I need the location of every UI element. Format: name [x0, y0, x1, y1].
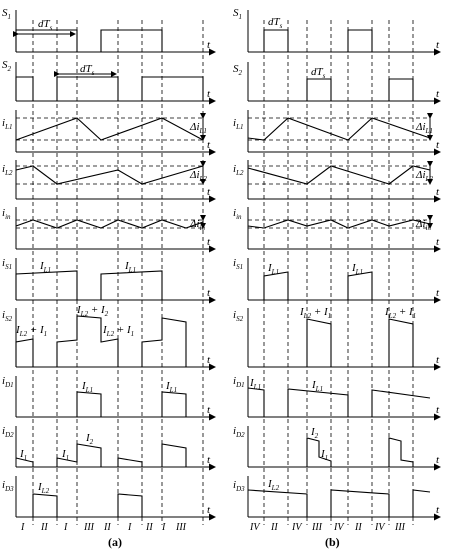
panel-b-mode-2: IV: [292, 522, 302, 533]
panel-b-label-id3: $i_{D3}$: [233, 479, 245, 493]
panel-a-delta-il1: $\Delta i_{L1}$: [190, 121, 207, 135]
svg-text:t: t: [436, 236, 440, 248]
svg-text:t: t: [436, 88, 440, 100]
panel-b-label-il1: $i_{L1}$: [233, 117, 244, 131]
panel-b-id2-label-a: $I_2$: [311, 426, 319, 440]
panel-a-label-id2: $i_{D2}$: [2, 425, 14, 439]
panel-a-label-s1: $S_1$: [2, 7, 11, 21]
svg-text:t: t: [207, 236, 211, 248]
panel-a-mode-labels: [20, 522, 187, 533]
panel-a-il2-wave: [16, 166, 203, 184]
panel-b-is2-label-b: $I_{L2} + I_1$: [385, 306, 417, 320]
panel-a-s1-wave: [16, 30, 162, 52]
panel-b-is1-wave: [248, 272, 372, 300]
panel-b-id2-wave: [248, 438, 413, 467]
svg-text:t: t: [207, 186, 211, 198]
panel-a-row-labels: [2, 7, 14, 493]
svg-text:t: t: [436, 504, 440, 516]
svg-text:t: t: [436, 404, 440, 416]
panel-a-label-il1: $i_{L1}$: [2, 117, 13, 131]
panel-a-is2-label-b: $I_{L2} + I_2$: [77, 304, 109, 318]
panel-b-mode-labels: [249, 522, 406, 533]
panel-a-iin-wave: [16, 220, 203, 228]
svg-text:t: t: [207, 354, 211, 366]
svg-text:t: t: [207, 287, 211, 299]
panel-a-id2-label-b: $I_1$: [20, 448, 28, 462]
panel-b-id1-label-a: $I_{L1}$: [250, 377, 262, 391]
panel-b-delta-il1: $\Delta i_{L1}$: [416, 121, 433, 135]
panel-a-label-id3: $i_{D3}$: [2, 479, 14, 493]
panel-a-mode-3: III: [84, 522, 94, 533]
panel-a-id2-label-c: $I_1$: [62, 448, 70, 462]
panel-a-id1-label-a: $I_{L1}$: [82, 380, 94, 394]
panel-a-mode-8: III: [176, 522, 186, 533]
svg-text:t: t: [436, 454, 440, 466]
panel-a-is1-label-b: $I_{L1}$: [125, 260, 137, 274]
panel-b-mode-4: IV: [334, 522, 344, 533]
svg-text:t: t: [207, 404, 211, 416]
panel-b-mode-6: IV: [375, 522, 385, 533]
panel-b-row-labels: [233, 7, 245, 493]
panel-a-mode-4: II: [104, 522, 111, 533]
panel-a-caption: (a): [108, 535, 122, 549]
panel-a-mode-5: I: [128, 522, 132, 533]
panel-b-id1-wave: [248, 388, 430, 417]
panel-b-t-labels: [436, 39, 440, 516]
panel-a-mode-0: I: [21, 522, 25, 533]
panel-b-is2-label-a: $I_{L2} + I_1$: [300, 306, 332, 320]
panel-b-label-s1: $S_1$: [233, 7, 242, 21]
svg-text:t: t: [207, 39, 211, 51]
panel-b-delta-iin: $\Delta i_{in}$: [416, 218, 431, 232]
panel-a: [2, 7, 215, 549]
panel-a-id2-wave: [16, 444, 186, 467]
panel-b-label-is2: $i_{S2}$: [233, 309, 244, 323]
panel-a-il1-wave: [16, 118, 203, 140]
panel-a-mode-6: II: [146, 522, 153, 533]
svg-text:t: t: [207, 139, 211, 151]
svg-text:t: t: [436, 186, 440, 198]
panel-a-label-s2: $S_2$: [2, 59, 11, 73]
panel-b-id1-label-b: $I_{L1}$: [312, 379, 324, 393]
panel-a-annotations: [15, 18, 207, 495]
panel-b-label-iin: $i_{in}$: [233, 207, 242, 221]
svg-text:t: t: [436, 287, 440, 299]
panel-b-delta-il2: $\Delta i_{L2}$: [416, 169, 433, 183]
panel-a-label-id1: $i_{D1}$: [2, 375, 14, 389]
panel-b-axes: [248, 10, 440, 517]
panel-a-is1-label-a: $I_{L1}$: [40, 260, 52, 274]
panel-b-mode-1: II: [271, 522, 278, 533]
svg-text:t: t: [436, 39, 440, 51]
panel-a-label-is2: $i_{S2}$: [2, 309, 13, 323]
panel-a-t-labels: [207, 39, 211, 516]
panel-b-mode-5: II: [355, 522, 362, 533]
panel-b-label-is1: $i_{S1}$: [233, 257, 244, 271]
panel-a-label-il2: $i_{L2}$: [2, 163, 13, 177]
panel-b: [233, 7, 440, 549]
panel-b-mode-3: III: [312, 522, 322, 533]
panel-b-mode-7: III: [395, 522, 405, 533]
panel-b-is1-label-a: $I_{L1}$: [268, 262, 280, 276]
panel-b-is1-label-b: $I_{L1}$: [352, 262, 364, 276]
panel-b-s1-wave: [248, 30, 413, 52]
panel-a-mode-2: I: [64, 522, 68, 533]
panel-a-id1-wave: [16, 392, 203, 417]
panel-a-id3-label-a: $I_{L2}$: [38, 481, 50, 495]
panel-b-annotations: [249, 16, 433, 492]
panel-a-delta-iin: $\Delta i_{in}$: [190, 218, 205, 232]
panel-b-is2-wave: [248, 319, 413, 367]
svg-text:t: t: [207, 504, 211, 516]
panel-b-caption: (b): [325, 535, 340, 549]
panel-a-axes: [16, 10, 215, 517]
panel-b-dts-1: $dT_s$: [268, 16, 283, 30]
panel-b-dts-2: $dT_s$: [311, 66, 326, 80]
panel-a-is2-label-a: $I_{L2} + I_1$: [16, 324, 48, 338]
panel-b-label-id1: $i_{D1}$: [233, 375, 245, 389]
panel-a-mode-7: I: [162, 522, 166, 533]
svg-text:t: t: [436, 354, 440, 366]
panel-a-is2-label-c: $I_{L2} + I_1$: [103, 324, 135, 338]
panel-a-delta-il2: $\Delta i_{L2}$: [190, 169, 207, 183]
panel-b-label-id2: $i_{D2}$: [233, 425, 245, 439]
panel-a-dts-1: $dT_s$: [38, 18, 53, 32]
panel-b-mode-0: IV: [250, 522, 260, 533]
panel-b-id3-label-a: $I_{L2}$: [268, 478, 280, 492]
panel-a-id3-wave: [16, 494, 203, 517]
panel-a-mode-1: II: [41, 522, 48, 533]
panel-b-iin-wave: [248, 220, 430, 228]
panel-b-id2-label-b: $I_1$: [321, 448, 329, 462]
panel-a-s2-wave: [16, 77, 203, 101]
panel-b-label-il2: $i_{L2}$: [233, 163, 244, 177]
panel-b-s2-wave: [248, 79, 413, 101]
panel-a-id2-label-a: $I_2$: [86, 432, 94, 446]
panel-a-is1-wave: [16, 271, 162, 300]
svg-text:t: t: [207, 88, 211, 100]
svg-text:t: t: [207, 454, 211, 466]
panel-a-dts-2: $dT_s$: [80, 63, 95, 77]
panel-a-id1-label-b: $I_{L1}$: [166, 380, 178, 394]
panel-b-id3-wave: [248, 490, 430, 517]
panel-b-il1-wave: [248, 118, 430, 140]
panel-a-label-iin: $i_{in}$: [2, 207, 11, 221]
panel-a-label-is1: $i_{S1}$: [2, 257, 13, 271]
svg-text:t: t: [436, 139, 440, 151]
panel-b-il2-wave: [248, 166, 430, 184]
panel-b-label-s2: $S_2$: [233, 63, 242, 77]
